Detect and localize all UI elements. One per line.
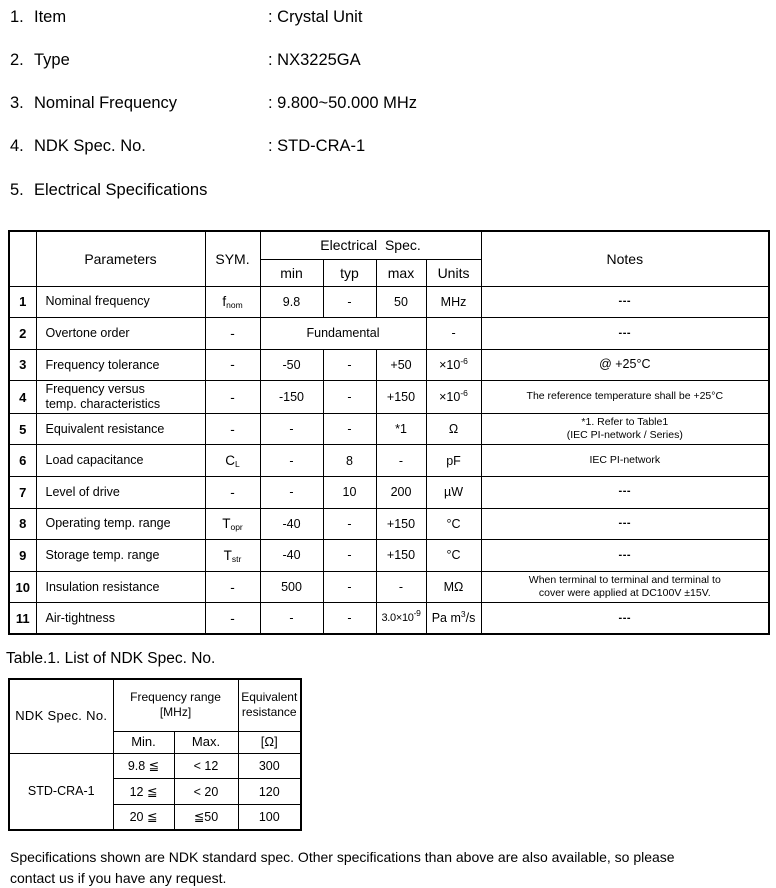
max-cell: +150 bbox=[376, 508, 426, 540]
min-cell: -40 bbox=[260, 540, 323, 572]
min-cell: 500 bbox=[260, 571, 323, 603]
item-label: Item bbox=[34, 8, 67, 26]
units-cell: °C bbox=[426, 508, 481, 540]
parameter-cell: Operating temp. range bbox=[36, 508, 205, 540]
min-cell: - bbox=[260, 445, 323, 477]
min-cell: -50 bbox=[260, 349, 323, 381]
row-number-cell: 3 bbox=[9, 349, 36, 381]
table1-header bbox=[9, 679, 301, 753]
row-number-cell: 2 bbox=[9, 318, 36, 350]
table1-spec-no-cell: STD-CRA-1 bbox=[9, 753, 113, 830]
sym-cell: - bbox=[205, 603, 260, 635]
min-cell: - bbox=[260, 476, 323, 508]
spec-table-row bbox=[9, 381, 769, 414]
item-value: : Crystal Unit bbox=[268, 8, 363, 26]
min-cell: - bbox=[260, 413, 323, 445]
typ-cell: - bbox=[323, 286, 376, 318]
typ-cell: - bbox=[323, 508, 376, 540]
notes-cell: --- bbox=[481, 508, 769, 540]
table1-header-frequency-range: Frequency range [MHz] bbox=[113, 679, 238, 731]
typ-cell: - bbox=[323, 540, 376, 572]
sym-cell: $f_{nom}$ bbox=[205, 286, 260, 318]
footer-line: contact us if you have any request. bbox=[10, 869, 227, 886]
min-cell: 9.8 bbox=[260, 286, 323, 318]
row-number-cell: 4 bbox=[9, 381, 36, 414]
units-cell: °C bbox=[426, 540, 481, 572]
max-cell: *1 bbox=[376, 413, 426, 445]
notes-cell: --- bbox=[481, 476, 769, 508]
units-cell: µW bbox=[426, 476, 481, 508]
header-row-number-cell bbox=[9, 231, 36, 286]
notes-cell: --- bbox=[481, 286, 769, 318]
parameter-cell: Frequency tolerance bbox=[36, 349, 205, 381]
header-items-list bbox=[10, 8, 417, 180]
parameter-cell: Load capacitance bbox=[36, 445, 205, 477]
spec-table-row bbox=[9, 603, 769, 635]
notes-cell: The reference temperature shall be +25°C bbox=[481, 381, 769, 414]
table1-row bbox=[9, 753, 301, 779]
spec-table-row bbox=[9, 445, 769, 477]
parameter-cell: Level of drive bbox=[36, 476, 205, 508]
sym-cell: $T_{opr}$ bbox=[205, 508, 260, 540]
sym-cell: - bbox=[205, 349, 260, 381]
parameter-cell: Storage temp. range bbox=[36, 540, 205, 572]
notes-cell: When terminal to terminal and terminal to cover were applied at DC100V ±15V. bbox=[481, 571, 769, 603]
table1-header-min: Min. bbox=[113, 731, 174, 753]
max-cell: - bbox=[376, 445, 426, 477]
spec-table-row bbox=[9, 286, 769, 318]
parameter-cell: Insulation resistance bbox=[36, 571, 205, 603]
notes-cell: --- bbox=[481, 318, 769, 350]
notes-cell: --- bbox=[481, 540, 769, 572]
units-cell: pF bbox=[426, 445, 481, 477]
typ-cell: 8 bbox=[323, 445, 376, 477]
header-units: Units bbox=[426, 259, 481, 286]
sym-cell: - bbox=[205, 318, 260, 350]
spec-table-row bbox=[9, 508, 769, 540]
min-cell: - bbox=[260, 603, 323, 635]
row-number-cell: 1 bbox=[9, 286, 36, 318]
typ-cell: - bbox=[323, 381, 376, 414]
parameter-cell: Air-tightness bbox=[36, 603, 205, 635]
table1-resistance-cell: 120 bbox=[238, 779, 301, 805]
header-electrical-spec-group: Electrical Spec. bbox=[260, 231, 481, 259]
notes-cell: IEC PI-network bbox=[481, 445, 769, 477]
spec-table-row bbox=[9, 318, 769, 350]
parameter-cell: Frequency versus temp. characteristics bbox=[36, 381, 205, 414]
spec-item-row bbox=[10, 8, 417, 51]
max-cell: 200 bbox=[376, 476, 426, 508]
max-cell: - bbox=[376, 571, 426, 603]
sym-cell: $T_{str}$ bbox=[205, 540, 260, 572]
spec-item-row bbox=[10, 94, 417, 137]
section-5-title bbox=[10, 181, 207, 200]
parameter-cell: Overtone order bbox=[36, 318, 205, 350]
typ-cell: - bbox=[323, 603, 376, 635]
ndk-spec-no-table bbox=[8, 678, 302, 831]
row-number-cell: 10 bbox=[9, 571, 36, 603]
table1-body bbox=[9, 753, 301, 830]
table1-header-spec-no: NDK Spec. No. bbox=[9, 679, 113, 753]
section-title-text: Electrical Specifications bbox=[34, 181, 208, 199]
item-number: 1. bbox=[10, 8, 24, 26]
units-cell: $\times 10^{-6}$ bbox=[426, 381, 481, 414]
header-max: max bbox=[376, 259, 426, 286]
row-number-cell: 5 bbox=[9, 413, 36, 445]
row-number-cell: 9 bbox=[9, 540, 36, 572]
sym-cell: - bbox=[205, 381, 260, 414]
section-number: 5. bbox=[10, 181, 24, 199]
item-number: 2. bbox=[10, 51, 24, 69]
table1-resistance-cell: 300 bbox=[238, 753, 301, 779]
footer-line: Specifications shown are NDK standard spec. Other specifications than above are also available, so please bbox=[10, 849, 675, 865]
table1-header-equivalent-resistance: Equivalent resistance bbox=[238, 679, 301, 731]
header-typ: typ bbox=[323, 259, 376, 286]
units-cell: $\times 10^{-6}$ bbox=[426, 349, 481, 381]
max-cell: +150 bbox=[376, 540, 426, 572]
typ-cell: 10 bbox=[323, 476, 376, 508]
parameter-cell: Equivalent resistance bbox=[36, 413, 205, 445]
max-cell: $3.0\times 10^{-9}$ bbox=[376, 603, 426, 635]
table1-min-cell: 9.8 ≦ bbox=[113, 753, 174, 779]
sym-cell: $C_L$ bbox=[205, 445, 260, 477]
header-parameters: Parameters bbox=[36, 231, 205, 286]
spec-table-row bbox=[9, 349, 769, 381]
spec-table-row bbox=[9, 476, 769, 508]
item-value: : NX3225GA bbox=[268, 51, 361, 69]
row-number-cell: 7 bbox=[9, 476, 36, 508]
max-cell: +150 bbox=[376, 381, 426, 414]
header-min: min bbox=[260, 259, 323, 286]
units-cell: Pa $m^3/s$ bbox=[426, 603, 481, 635]
header-sym: SYM. bbox=[205, 231, 260, 286]
max-cell: 50 bbox=[376, 286, 426, 318]
spec-table-row bbox=[9, 413, 769, 445]
item-number: 3. bbox=[10, 94, 24, 112]
row-number-cell: 6 bbox=[9, 445, 36, 477]
spec-item-row bbox=[10, 51, 417, 94]
typ-cell: - bbox=[323, 349, 376, 381]
row-number-cell: 11 bbox=[9, 603, 36, 635]
sym-cell: - bbox=[205, 413, 260, 445]
table1-min-cell: 20 ≦ bbox=[113, 804, 174, 830]
notes-cell: *1. Refer to Table1 (IEC PI-network / Series) bbox=[481, 413, 769, 445]
spec-item-row bbox=[10, 137, 417, 180]
units-cell: - bbox=[426, 318, 481, 350]
table1-header-ohm: [Ω] bbox=[238, 731, 301, 753]
typ-cell: - bbox=[323, 413, 376, 445]
table1-max-cell: < 20 bbox=[174, 779, 238, 805]
header-notes: Notes bbox=[481, 231, 769, 286]
electrical-spec-table bbox=[8, 230, 770, 635]
item-value: : STD-CRA-1 bbox=[268, 137, 366, 155]
units-cell: MΩ bbox=[426, 571, 481, 603]
sym-cell: - bbox=[205, 571, 260, 603]
spec-table-body bbox=[9, 286, 769, 634]
footer-note bbox=[10, 847, 770, 888]
item-label: Nominal Frequency bbox=[34, 94, 178, 112]
units-cell: MHz bbox=[426, 286, 481, 318]
units-cell: Ω bbox=[426, 413, 481, 445]
table1-header-max: Max. bbox=[174, 731, 238, 753]
fundamental-cell: Fundamental bbox=[260, 318, 426, 350]
item-number: 4. bbox=[10, 137, 24, 155]
table1-min-cell: 12 ≦ bbox=[113, 779, 174, 805]
row-number-cell: 8 bbox=[9, 508, 36, 540]
parameter-cell: Nominal frequency bbox=[36, 286, 205, 318]
spec-table-row bbox=[9, 540, 769, 572]
table1-max-cell: ≦50 bbox=[174, 804, 238, 830]
item-label: NDK Spec. No. bbox=[34, 137, 146, 155]
notes-cell: --- bbox=[481, 603, 769, 635]
min-cell: -40 bbox=[260, 508, 323, 540]
item-value: : 9.800~50.000 MHz bbox=[268, 94, 418, 112]
max-cell: +50 bbox=[376, 349, 426, 381]
spec-table-row bbox=[9, 571, 769, 603]
table1-max-cell: < 12 bbox=[174, 753, 238, 779]
table1-title: Table.1. List of NDK Spec. No. bbox=[6, 650, 216, 667]
spec-table-header bbox=[9, 231, 769, 286]
min-cell: -150 bbox=[260, 381, 323, 414]
table1-resistance-cell: 100 bbox=[238, 804, 301, 830]
notes-cell: @ +25°C bbox=[481, 349, 769, 381]
sym-cell: - bbox=[205, 476, 260, 508]
item-label: Type bbox=[34, 51, 70, 69]
typ-cell: - bbox=[323, 571, 376, 603]
